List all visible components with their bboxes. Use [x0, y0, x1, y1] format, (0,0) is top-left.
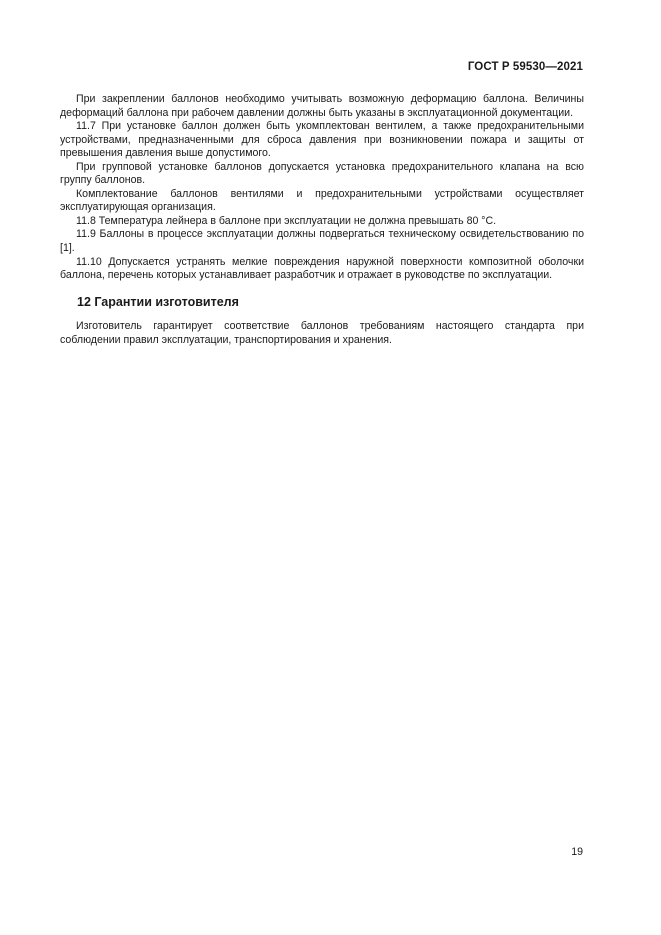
section-11-continuation [60, 93, 584, 283]
section-12-body [60, 320, 584, 347]
paragraph-valve-equipment: Комплектование баллонов вентилями и предохранительными устройствами осуществляет эксплуатирующая организация. [60, 187, 584, 214]
section-12-title: 12 Гарантии изготовителя [77, 295, 239, 309]
paragraph-11-10: 11.10 Допускается устранять мелкие повреждения наружной поверхности композитной оболочки баллона, перечень которых устанавливает разработчик и отражает в руководстве по эксплуатации. [60, 255, 584, 282]
document-code-header: ГОСТ Р 59530—2021 [467, 61, 583, 73]
page-number: 19 [571, 846, 583, 858]
paragraph-mounting-deformation: При закреплении баллонов необходимо учитывать возможную деформацию баллона. Величины деформаций баллона при рабочем давлении должны быть указаны в эксплуатационной документации. [60, 93, 584, 119]
paragraph-group-installation: При групповой установке баллонов допускается установка предохранительного клапана на всю группу баллонов. [60, 160, 584, 187]
paragraph-manufacturer-guarantee: Изготовитель гарантирует соответствие баллонов требованиям настоящего стандарта при соблюдении правил эксплуатации, транспортирования и хранения. [60, 320, 584, 346]
paragraph-11-9: 11.9 Баллоны в процессе эксплуатации должны подвергаться техническому освидетельствованию по [1]. [60, 228, 584, 255]
paragraph-11-7: 11.7 При установке баллон должен быть укомплектован вентилем, а также предохранительными устройствами, предназначенными для сброса давления при возникновении пожара и защиты от превышения давления выше допустимого. [60, 120, 584, 160]
paragraph-11-8: 11.8 Температура лейнера в баллоне при эксплуатации не должна превышать 80 °С. [76, 214, 497, 227]
